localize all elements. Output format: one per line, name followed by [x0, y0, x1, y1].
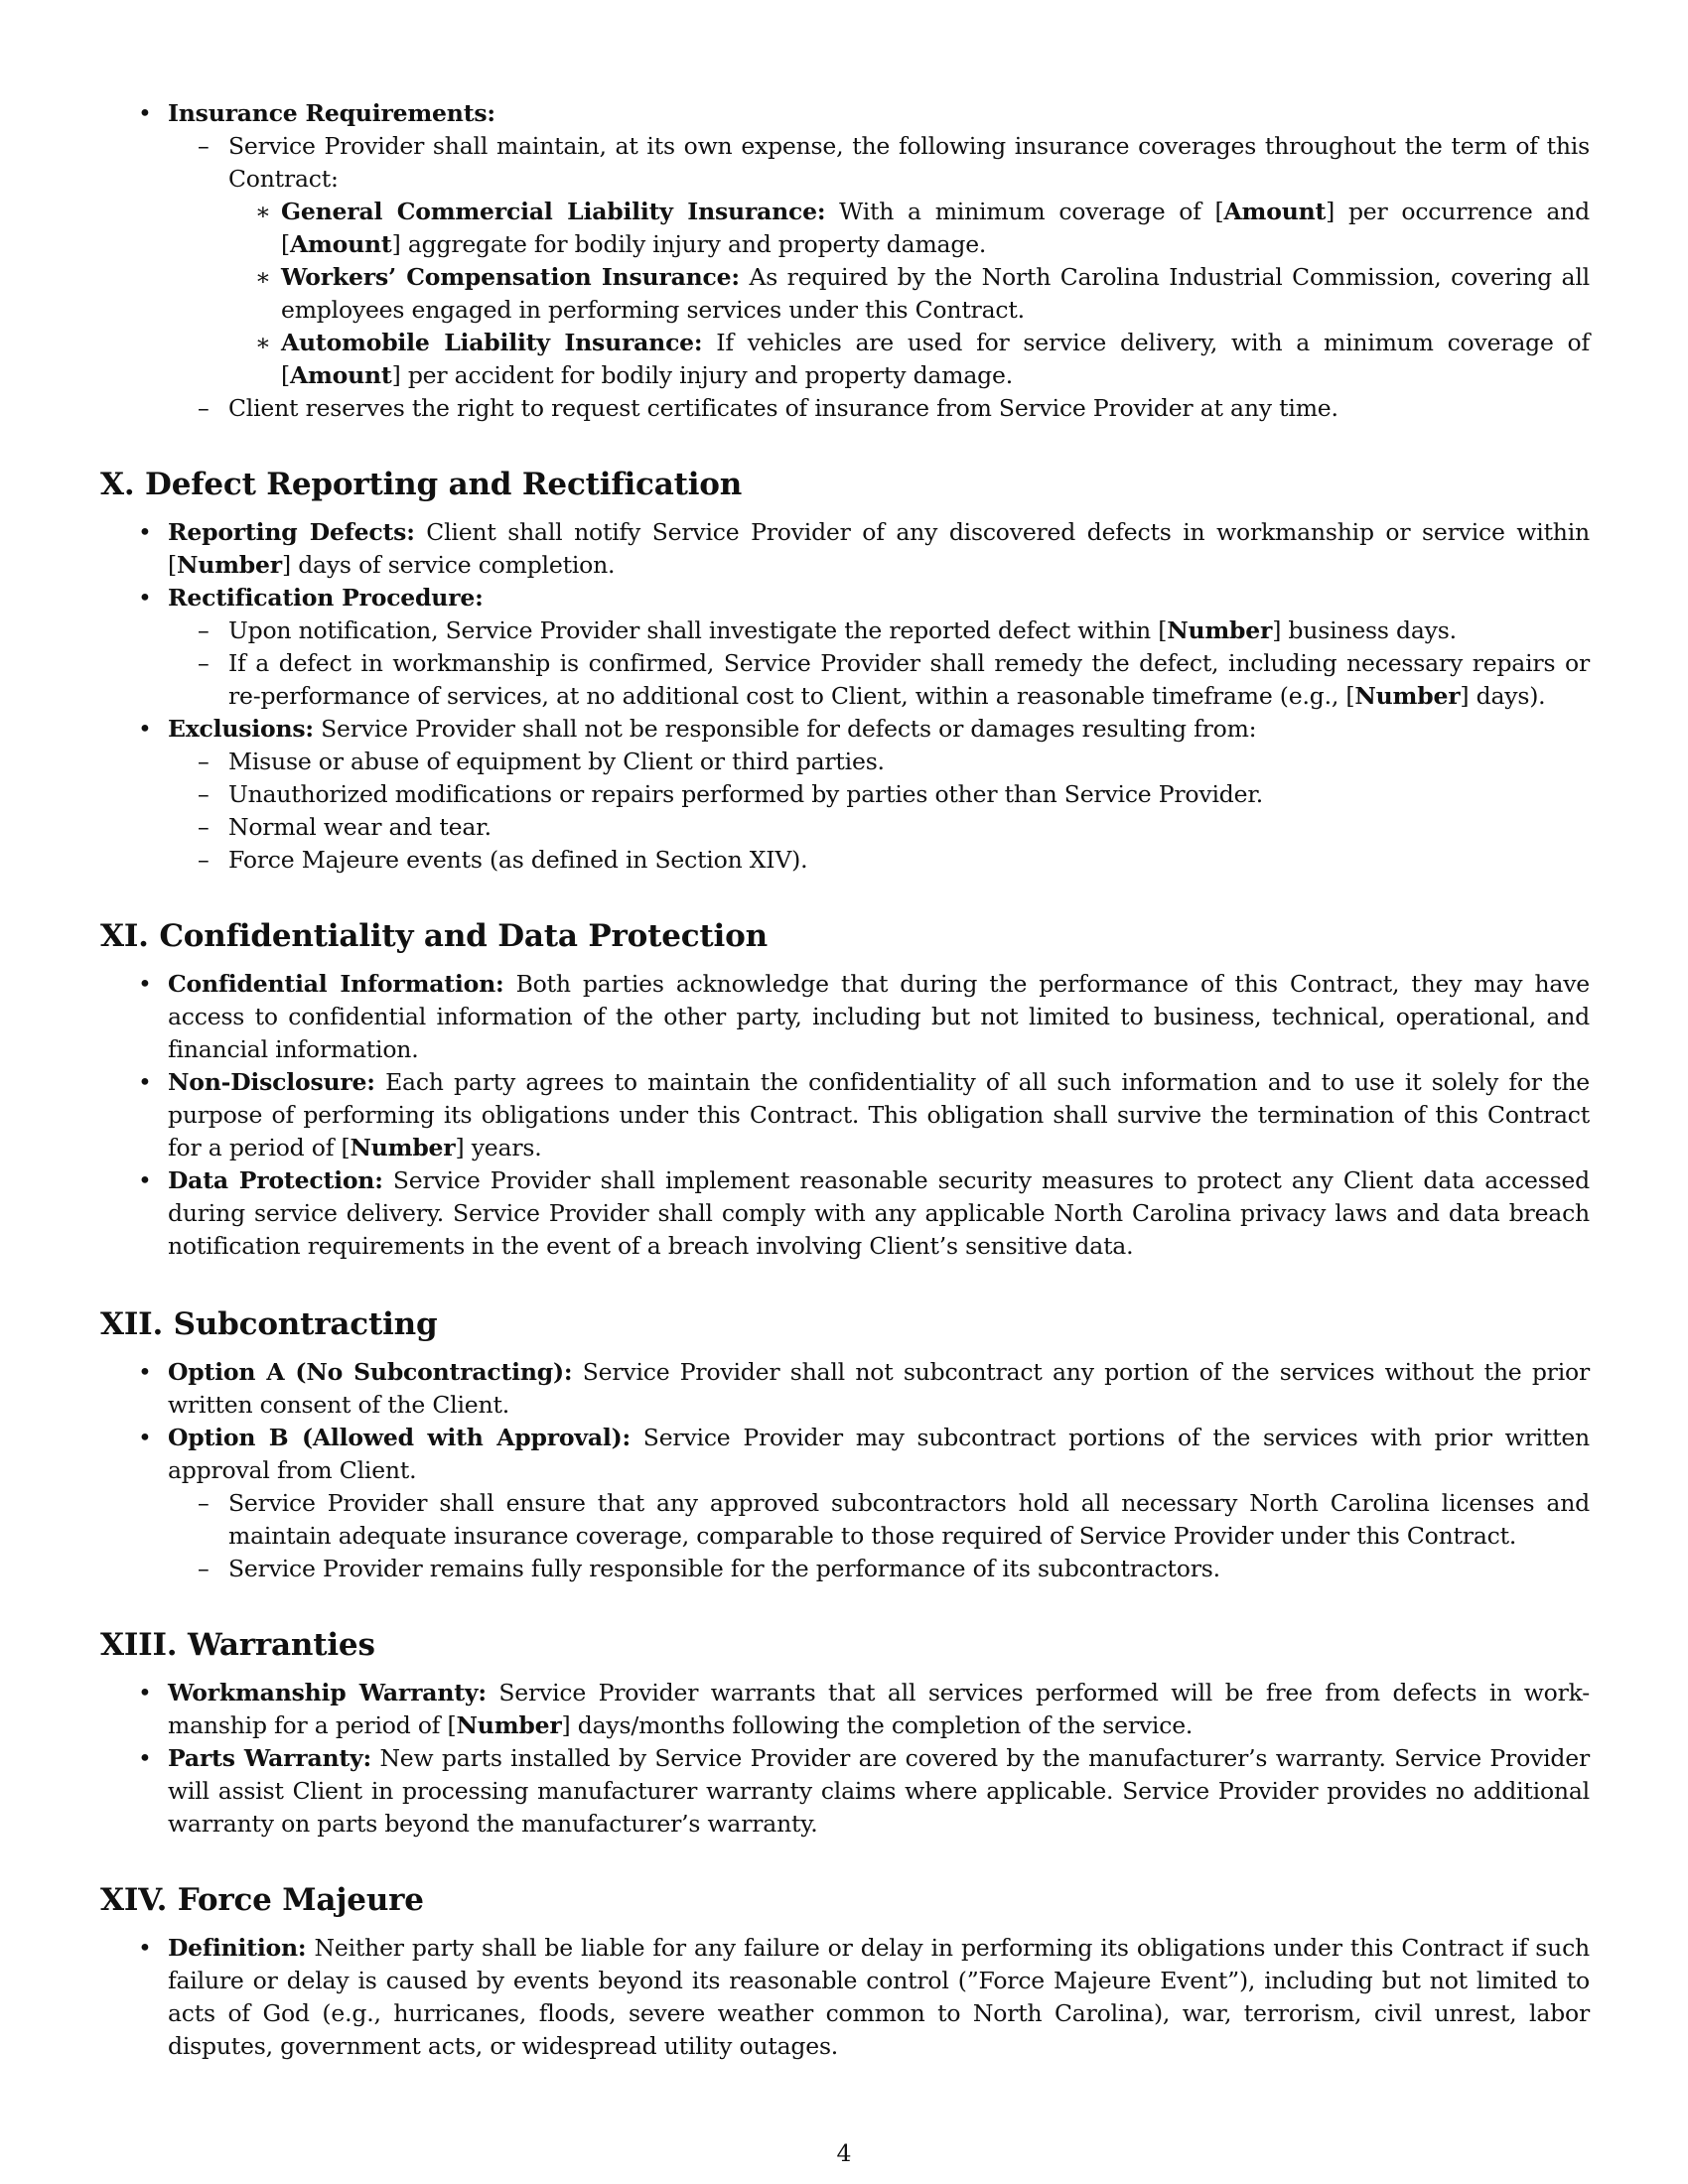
section-heading: X. Defect Reporting and Rectification: [100, 467, 743, 502]
rectification-label: Rectification Procedure:: [168, 584, 484, 612]
coverage-workers-comp: [228, 261, 1590, 327]
page-number: 4: [836, 2139, 852, 2167]
insurance-label: Insurance Requirements:: [168, 99, 495, 127]
confidential-info-item: [100, 968, 1590, 1066]
parts-label: Parts Warranty:: [168, 1744, 371, 1772]
rectification-step: [168, 647, 1590, 713]
def-text: Neither party shall be liable for any failure or delay in performing its obligations under this Contract if such failure or delay is caused by events beyond its reasonable control (”Force Majeure Event”), including but not limited to acts of God (e.g., hurricanes, floods, severe weather common to North Carolina), war, terrorism, civil unrest, labor disputes, government acts, or widespread utility outages.: [168, 1934, 1590, 2060]
reporting-label: Reporting Defects:: [168, 518, 415, 546]
auto-label: Automobile Liability Insurance:: [281, 329, 703, 356]
option-b-sublist: [168, 1487, 1590, 1585]
nd-text: Each party agrees to maintain the confidentiality of all such information and to use it solely for the purpose of performing its obligations under this Contract. This obligation shall survive the termination of this Contract for a period of [: [168, 1068, 1590, 1161]
section-heading: XIV. Force Majeure: [100, 1882, 424, 1918]
option-b-label: Option B (Allowed with Approval):: [168, 1424, 631, 1451]
option-b-entry: – Service Provider remains fully responsible for the performance of its subcontractors.: [168, 1553, 1590, 1585]
data-protection-item: [100, 1164, 1590, 1263]
nd-text: ] years.: [455, 1134, 542, 1161]
exclusions-item: [100, 713, 1590, 877]
option-b-text: Service Provider may subcontract portions of the services with prior written approval from Client.: [168, 1424, 1590, 1484]
confidentiality-list: [100, 968, 1590, 1263]
auto-text: ] per accident for bodily injury and property damage.: [391, 361, 1013, 389]
rect-text: Upon notification, Service Provider shall investigate the reported defect within [: [228, 616, 1168, 644]
reporting-text: ] days of service completion.: [281, 551, 616, 579]
insurance-list: [100, 97, 1590, 425]
wm-placeholder: Number: [456, 1711, 562, 1739]
insurance-intro-text: Service Provider shall maintain, at its own expense, the following insurance coverages throughout the term of this Contract:: [228, 132, 1590, 193]
exclusion-entry: – Normal wear and tear.: [168, 811, 1590, 844]
workmanship-warranty-item: [100, 1677, 1590, 1742]
rectification-item: [100, 582, 1590, 713]
reporting-placeholder: Number: [176, 551, 282, 579]
subcontracting-list: [100, 1356, 1590, 1585]
coverage-general-liability: [228, 196, 1590, 261]
defect-list: [100, 516, 1590, 877]
gcl-text: ] per occurrence and [: [281, 198, 1590, 258]
exclusions-text: Service Provider shall not be responsible for defects or damages resulting from:: [313, 715, 1257, 743]
parts-text: New parts installed by Service Provider are covered by the manufacturer’s warranty. Service Provider will assist Client in processing manufacturer warranty claims where applicable. Service Provider provides no additional warranty on parts beyond the manufacturer’s warranty.: [168, 1744, 1591, 1838]
section-heading: XII. Subcontracting: [100, 1306, 438, 1342]
insurance-intro: [168, 130, 1590, 392]
rect-text: ] days).: [1460, 682, 1546, 710]
rect-text: ] business days.: [1272, 616, 1457, 644]
rectification-step: [168, 614, 1590, 647]
wm-label: Workmanship Warranty:: [168, 1679, 487, 1706]
rect-placeholder: Number: [1167, 616, 1273, 644]
dp-text: Service Provider shall implement reasonable security measures to protect any Client data accessed during service delivery. Service Provider shall comply with any applicable North Carolina privacy laws and data breach notification requirements in the event of a breach involving Client’s sensitive data.: [168, 1166, 1590, 1260]
coverage-list: [228, 196, 1590, 392]
nd-label: Non-Disclosure:: [168, 1068, 375, 1096]
option-a-label: Option A (No Subcontracting):: [168, 1358, 573, 1386]
exclusion-entry: – Force Majeure events (as defined in Section XIV).: [168, 844, 1590, 877]
exclusion-entry: – Unauthorized modifications or repairs performed by parties other than Service Provider.: [168, 778, 1590, 811]
wc-label: Workers’ Compensation Insurance:: [281, 263, 740, 291]
option-b-item: [100, 1422, 1590, 1585]
gcl-text: ] aggregate for bodily injury and property damage.: [391, 230, 987, 258]
rectification-sublist: [168, 614, 1590, 713]
option-b-entry: – Service Provider shall ensure that any approved subcontractors hold all necessary North Carolina licenses and maintain adequate insurance coverage, comparable to those required of Service Provider under this Contract.: [168, 1487, 1590, 1553]
gcl-text: With a minimum coverage of [: [825, 198, 1224, 225]
gcl-placeholder: Amount: [289, 230, 392, 258]
section-heading: XI. Confidentiality and Data Protection: [100, 918, 768, 954]
wm-text: ] days/months following the completion of the service.: [561, 1711, 1194, 1739]
gcl-label: General Commercial Liability Insurance:: [281, 198, 826, 225]
wc-text: As required by the North Carolina Industrial Commission, covering all employees engaged in performing services under this Contract.: [281, 263, 1590, 324]
exclusions-label: Exclusions:: [168, 715, 314, 743]
gcl-placeholder: Amount: [1223, 198, 1327, 225]
insurance-requirements-item: [100, 97, 1590, 425]
option-a-text: Service Provider shall not subcontract any portion of the services without the prior written consent of the Client.: [168, 1358, 1590, 1419]
auto-text: If vehicles are used for service delivery, with a minimum coverage of [: [281, 329, 1590, 389]
document-page: [100, 97, 1590, 2063]
parts-warranty-item: [100, 1742, 1590, 1841]
exclusions-sublist: [168, 746, 1590, 877]
force-majeure-list: [100, 1932, 1590, 2063]
non-disclosure-item: [100, 1066, 1590, 1164]
section-heading: XIII. Warranties: [100, 1627, 375, 1663]
warranties-list: [100, 1677, 1590, 1841]
coverage-automobile: [228, 327, 1590, 392]
rect-text: If a defect in workmanship is confirmed, Service Provider shall remedy the defect, including necessary repairs or re-performance of services, at no additional cost to Client, within a reasonable timeframe (e.g., [: [228, 649, 1590, 710]
ci-label: Confidential Information:: [168, 970, 504, 998]
option-a-item: [100, 1356, 1590, 1422]
definition-item: [100, 1932, 1590, 2063]
reporting-text: Client shall notify Service Provider of any discovered defects in workmanship or service within [: [168, 518, 1590, 579]
insurance-certificates: – Client reserves the right to request certificates of insurance from Service Provider at any time.: [168, 392, 1590, 425]
nd-placeholder: Number: [350, 1134, 456, 1161]
reporting-defects-item: [100, 516, 1590, 582]
ci-text: Both parties acknowledge that during the performance of this Contract, they may have access to confidential information of the other party, including but not limited to business, technical, operational, and financial information.: [168, 970, 1591, 1063]
wm-text: Service Provider warrants that all services performed will be free from defects in work-manship for a period of [: [168, 1679, 1591, 1739]
exclusion-entry: – Misuse or abuse of equipment by Client or third parties.: [168, 746, 1590, 778]
auto-placeholder: Amount: [289, 361, 392, 389]
insurance-sublist: [168, 130, 1590, 425]
dp-label: Data Protection:: [168, 1166, 383, 1194]
rect-placeholder: Number: [1354, 682, 1461, 710]
def-label: Definition:: [168, 1934, 307, 1962]
